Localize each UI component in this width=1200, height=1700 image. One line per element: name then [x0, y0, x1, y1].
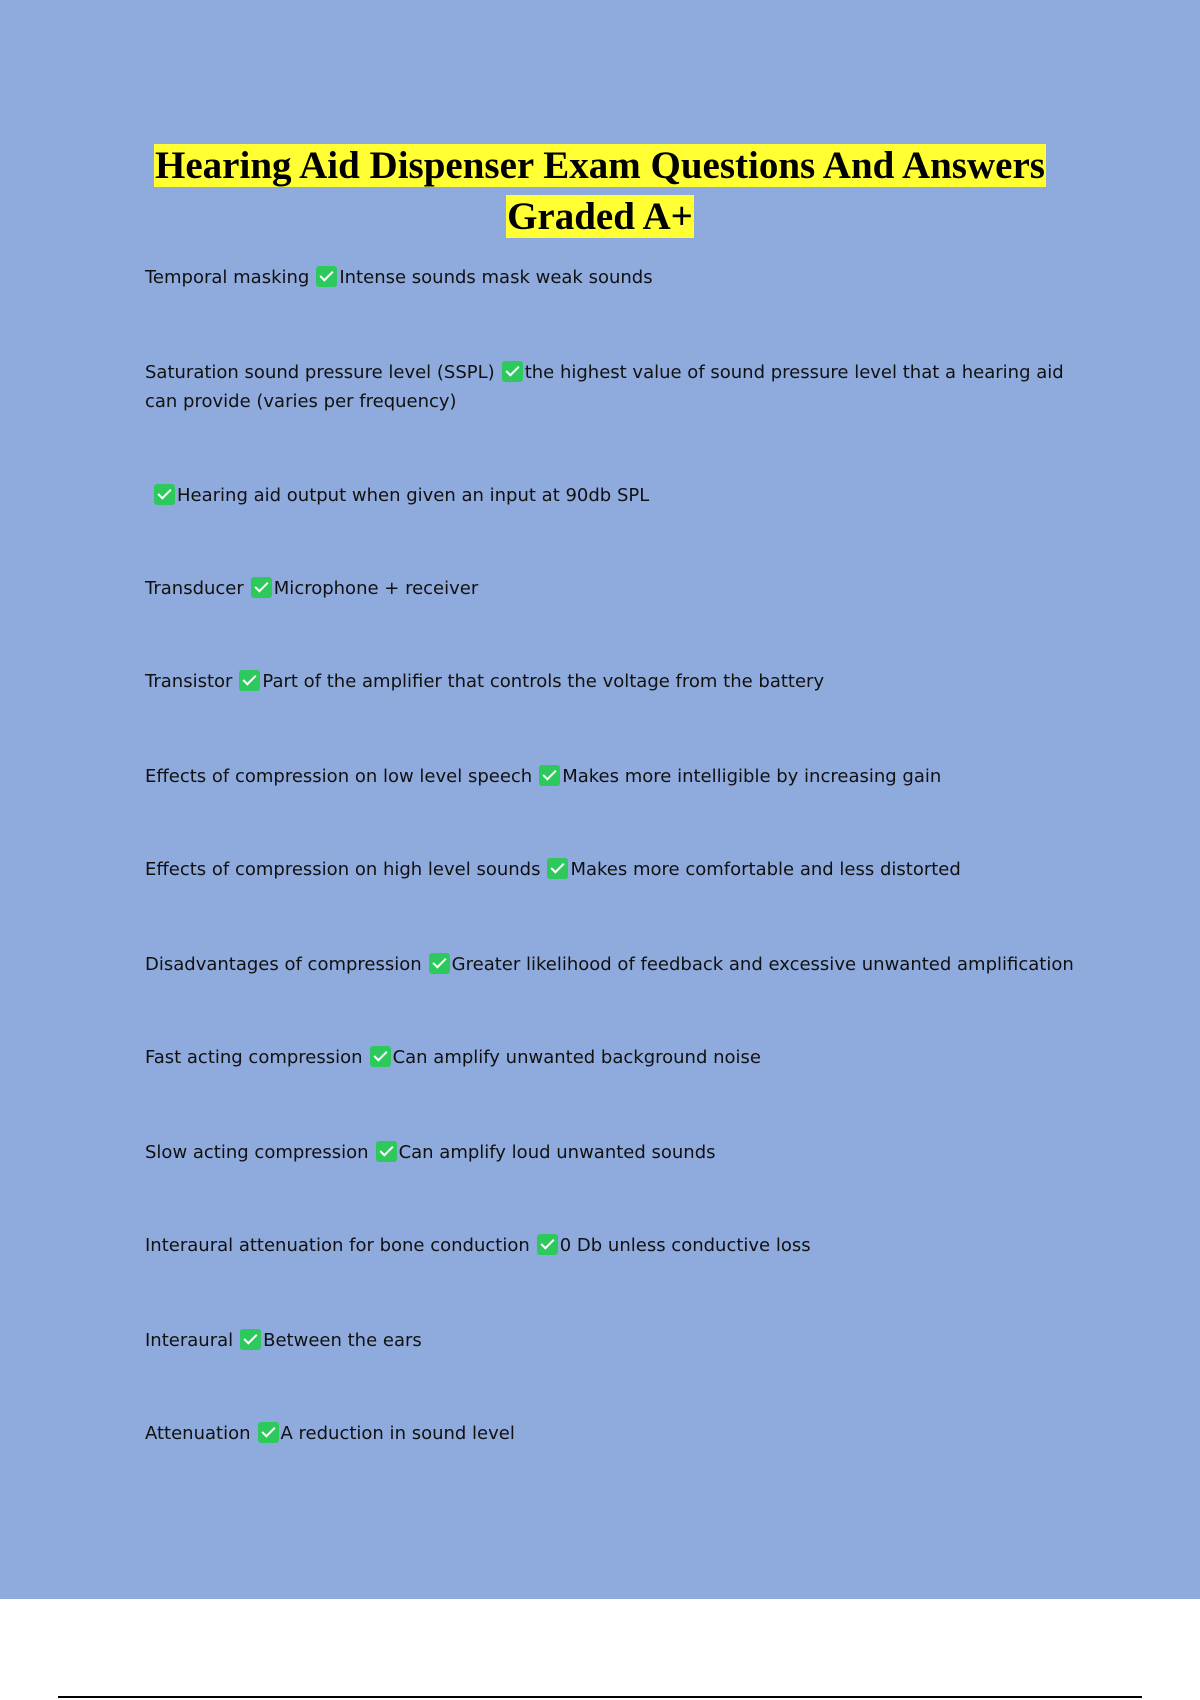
title-line-2: Graded A+	[507, 195, 693, 238]
entry-definition: Can amplify unwanted background noise	[392, 1047, 761, 1068]
check-mark-icon	[539, 765, 560, 786]
entry-definition: the highest value of sound pressure level that a hearing aid can provide (varies per frequency)	[145, 362, 1064, 412]
entry-definition: Makes more comfortable and less distorted	[570, 859, 961, 880]
entry-definition: Can amplify loud unwanted sounds	[398, 1142, 716, 1163]
check-mark-icon	[240, 1329, 261, 1350]
title-line-1: Hearing Aid Dispenser Exam Questions And Answers	[155, 144, 1045, 187]
entry-definition: Part of the amplifier that controls the voltage from the battery	[262, 671, 825, 692]
qa-entry	[145, 263, 1085, 292]
check-mark-icon	[370, 1046, 391, 1067]
entry-term: Interaural	[145, 1330, 234, 1351]
qa-entry	[145, 481, 1085, 510]
check-mark-icon	[429, 953, 450, 974]
qa-entry	[145, 667, 1085, 696]
entry-term: Disadvantages of compression	[145, 954, 422, 975]
entry-definition: A reduction in sound level	[280, 1423, 515, 1444]
check-mark-icon	[154, 484, 175, 505]
entry-term: Fast acting compression	[145, 1047, 363, 1068]
entry-definition: 0 Db unless conductive loss	[559, 1235, 811, 1256]
entry-definition: Greater likelihood of feedback and excessive unwanted amplification	[451, 954, 1074, 975]
entry-definition: Hearing aid output when given an input at 90db SPL	[177, 485, 650, 506]
check-mark-icon	[537, 1234, 558, 1255]
entry-term: Effects of compression on low level speech	[145, 766, 533, 787]
qa-entry	[145, 1231, 1085, 1260]
entry-term: Effects of compression on high level sounds	[145, 859, 541, 880]
check-mark-icon	[316, 266, 337, 287]
entry-term: Transistor	[145, 671, 233, 692]
check-mark-icon	[502, 361, 523, 382]
entry-term: Temporal masking	[145, 267, 310, 288]
footer-divider	[58, 1696, 1142, 1698]
entry-term: Transducer	[145, 578, 244, 599]
qa-entry	[145, 574, 1085, 603]
check-mark-icon	[258, 1422, 279, 1443]
qa-entry	[145, 762, 1085, 791]
check-mark-icon	[547, 858, 568, 879]
entry-term: Interaural attenuation for bone conduction	[145, 1235, 530, 1256]
entry-definition: Between the ears	[263, 1330, 422, 1351]
check-mark-icon	[251, 577, 272, 598]
qa-entry	[145, 1138, 1085, 1167]
qa-entry	[145, 950, 1085, 979]
qa-entry	[145, 855, 1085, 884]
entry-definition: Intense sounds mask weak sounds	[339, 267, 653, 288]
qa-entry	[145, 1326, 1085, 1355]
check-mark-icon	[239, 670, 260, 691]
qa-entry	[145, 1419, 1085, 1448]
entry-term: Saturation sound pressure level (SSPL)	[145, 362, 495, 383]
entry-term: Attenuation	[145, 1423, 251, 1444]
entry-definition: Microphone + receiver	[273, 578, 479, 599]
qa-entry	[145, 1043, 1085, 1072]
entry-definition: Makes more intelligible by increasing gain	[562, 766, 942, 787]
qa-entry	[145, 358, 1085, 416]
check-mark-icon	[376, 1141, 397, 1162]
page-title	[100, 140, 1100, 242]
entry-term: Slow acting compression	[145, 1142, 369, 1163]
